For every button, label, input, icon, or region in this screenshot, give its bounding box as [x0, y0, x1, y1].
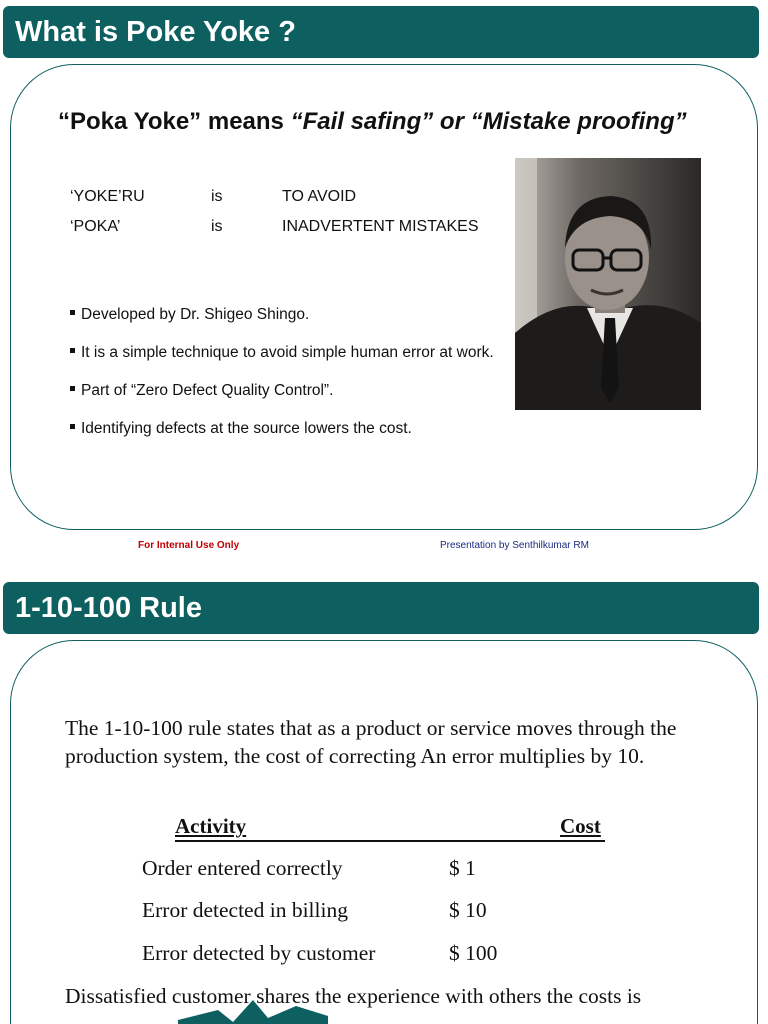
table-row: [142, 898, 487, 923]
bullet-item: [70, 304, 494, 342]
rule-paragraph: The 1-10-100 rule states that as a product or service moves through the production system, the cost of correcting An error multiplies by 10.: [65, 716, 677, 768]
headline-part1: “Poka Yoke” means: [58, 108, 291, 135]
footer-presenter: Presentation by Senthilkumar RM: [440, 540, 589, 551]
definition-verb: is: [211, 218, 223, 235]
footer-internal-use: For Internal Use Only: [138, 540, 240, 551]
definition-verb: is: [211, 188, 223, 205]
table-header-activity: Activity: [175, 814, 247, 838]
portrait-photo: [515, 158, 701, 410]
row-activity: Error detected by customer: [142, 941, 376, 965]
definition-meaning: TO AVOID: [282, 188, 357, 205]
bullet-square-icon: [70, 386, 75, 391]
definition-term: ‘YOKE’RU: [70, 188, 145, 205]
table-header-cost: Cost: [560, 814, 601, 838]
bullet-text: Identifying defects at the source lowers the cost.: [81, 420, 412, 437]
headline-part2: “Fail safing” or “Mistake proofing”: [290, 108, 687, 135]
table-row: [142, 856, 476, 881]
slide-1-10-100-rule: [0, 576, 768, 1024]
row-cost: $ 10: [449, 898, 487, 922]
bullet-square-icon: [70, 348, 75, 353]
bullet-square-icon: [70, 310, 75, 315]
table-header-divider: [175, 840, 605, 842]
content-panel: [10, 640, 758, 1024]
row-activity: Error detected in billing: [142, 898, 348, 922]
bullet-item: [70, 380, 494, 418]
portrait-illustration: [515, 158, 701, 410]
bullet-item: [70, 342, 494, 380]
slide-title: 1-10-100 Rule: [3, 582, 759, 634]
row-activity: Order entered correctly: [142, 856, 343, 880]
table-row: [142, 941, 498, 966]
slide-title: What is Poke Yoke ?: [3, 6, 759, 58]
row-cost: $ 1: [449, 856, 476, 880]
bullet-text: Part of “Zero Defect Quality Control”.: [81, 382, 334, 399]
dissatisfied-customer-text: Dissatisfied customer shares the experience with others the costs is: [65, 984, 642, 1008]
definition-term: ‘POKA’: [70, 218, 121, 235]
definition-meaning: INADVERTENT MISTAKES: [282, 218, 479, 235]
bullet-text: Developed by Dr. Shigeo Shingo.: [81, 306, 310, 323]
bullet-list: [70, 304, 494, 456]
bullet-item: [70, 418, 494, 456]
headline: [58, 108, 687, 136]
bullet-square-icon: [70, 424, 75, 429]
bullet-text: It is a simple technique to avoid simple human error at work.: [81, 344, 494, 361]
row-cost: $ 100: [449, 941, 498, 965]
